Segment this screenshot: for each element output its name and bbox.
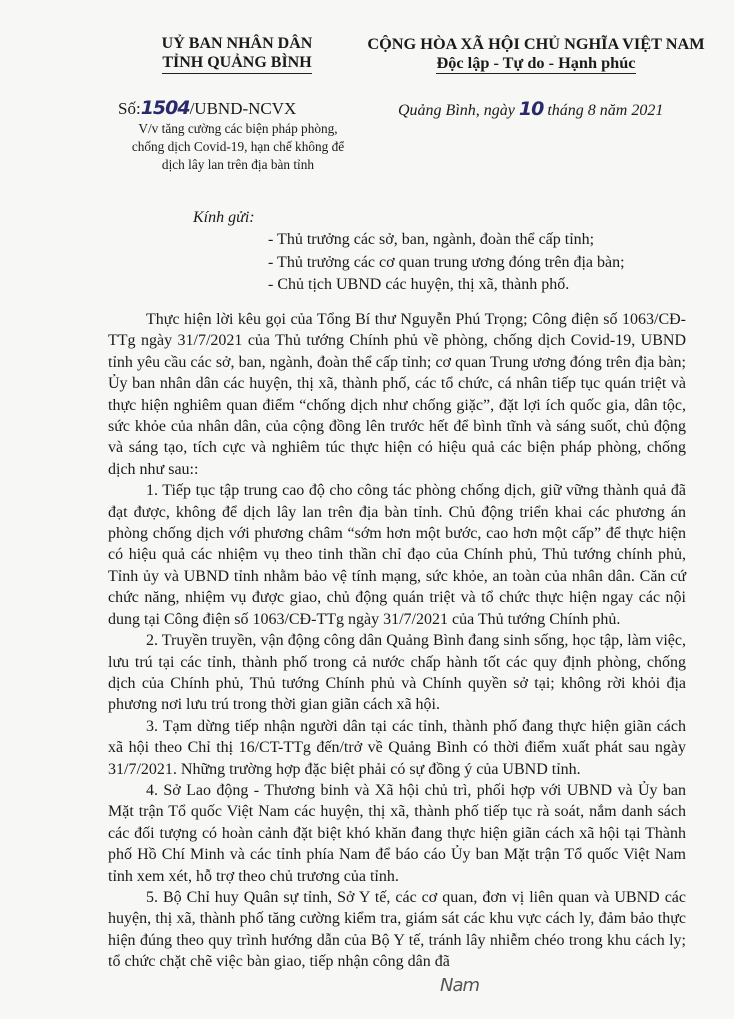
nation-line-1: CỘNG HÒA XÃ HỘI CHỦ NGHĨA VIỆT NAM [367, 34, 705, 53]
doc-number-handwritten: 1504 [140, 97, 190, 119]
body-paragraph: 4. Sở Lao động - Thương binh và Xã hội chủ trì, phối hợp với UBND và Ủy ban Mặt trận Tổ quốc Việt Nam các huyện, thị xã, thành phố tiếp tục rà soát, nắm danh sách các đối tượng có hoàn cảnh đặt biệt khó khăn đang thực hiện giãn cách xã hội tại Thành phố Hồ Chí Minh và các tỉnh phía Nam để báo cáo Ủy ban Mặt trận Tổ quốc Việt Nam tỉnh xem xét, hỗ trợ theo chủ trương của tỉnh. [108, 781, 686, 885]
subject-line: chống dịch Covid-19, hạn chế không để [131, 139, 345, 154]
date-day-handwritten: 10 [518, 98, 544, 120]
recipient-item: - Chủ tịch UBND các huyện, thị xã, thành phố. [268, 276, 570, 293]
date-suffix: tháng 8 năm 2021 [547, 102, 664, 119]
recipient-item: - Thủ trưởng các cơ quan trung ương đóng trên địa bàn; [268, 253, 625, 271]
recipient-list [268, 229, 625, 297]
date-line [398, 98, 663, 120]
subject-line: V/v tăng cường các biện pháp phòng, [138, 121, 338, 136]
document-body [108, 309, 686, 973]
date-prefix: Quảng Bình, ngày [398, 102, 515, 119]
body-paragraph: 5. Bộ Chỉ huy Quân sự tỉnh, Sở Y tế, các cơ quan, đơn vị liên quan và UBND các huyện, thị xã, thành phố tăng cường kiểm tra, giám sát các khu vực cách ly, đảm bảo thực hiện đúng theo quy trình hướng dẫn của Bộ Y tế, tránh lây nhiễm chéo trong khu cách ly; tổ chức chặt chẽ việc bàn giao, tiếp nhận công dân đã [108, 888, 686, 971]
greeting: Kính gửi: [193, 209, 255, 226]
subject-line: dịch lây lan trên địa bàn tỉnh [161, 157, 315, 172]
issuing-authority [118, 34, 356, 74]
body-paragraph: 1. Tiếp tục tập trung cao độ cho công tác phòng chống dịch, giữ vững thành quả đã đạt được, không để dịch lây lan trên địa bàn tỉnh. Chủ động triển khai các phương án phòng chống dịch với phương châm “sớm hơn một bước, cao hơn một cấp” để thực hiện có hiệu quả các nhiệm vụ theo tinh thần chỉ đạo của Chính phủ, Thủ tướng chính phủ, Tỉnh ủy và UBND tỉnh nhằm bảo vệ tính mạng, sức khỏe, an toàn của nhân dân. Căn cứ chức năng, nhiệm vụ được giao, chủ động quán triệt và tổ chức thực hiện ngay các nội dung tại Công điện số 1063/CĐ-TTg ngày 31/7/2021 của Thủ tướng Chính phủ. [108, 482, 686, 628]
national-motto [346, 34, 726, 74]
doc-number-suffix: /UBND-NCVX [189, 99, 297, 118]
nation-line-2: Độc lập - Tự do - Hạnh phúc [436, 53, 636, 72]
recipient-item: - Thủ trưởng các sở, ban, ngành, đoàn thể cấp tỉnh; [268, 231, 595, 248]
handwritten-signature-mark: Nam [440, 975, 480, 996]
doc-number-prefix: Số: [118, 99, 141, 118]
body-paragraph: 2. Truyền truyền, vận động công dân Quảng Bình đang sinh sống, học tập, làm việc, lưu trú tại các tỉnh, thành phố trong cả nước chấp hành tốt các quy định phòng, chống dịch của Chính phủ, Thủ tướng Chính phủ và Chính quyền sở tại; không rời khỏi địa phương nơi lưu trú trong thời gian giãn cách xã hội. [108, 632, 686, 714]
org-line-2: TỈNH QUẢNG BÌNH [162, 53, 311, 74]
document-number [118, 97, 296, 119]
body-paragraph: Thực hiện lời kêu gọi của Tổng Bí thư Nguyễn Phú Trọng; Công điện số 1063/CĐ-TTg ngày 31/7/2021 của Thủ tướng Chính phủ về phòng, chống dịch Covid-19, UBND tỉnh yêu cầu các sở, ban, ngành, đoàn thể cấp tỉnh; cơ quan Trung ương đóng trên địa bàn; Ủy ban nhân dân các huyện, thị xã, thành phố, các tổ chức, cá nhân tiếp tục quán triệt và thực hiện nghiêm quan điểm “chống dịch như chống giặc”, đặt lợi ích quốc gia, dân tộc, sức khỏe của nhân dân, của cộng đồng lên trước hết để bình tĩnh và sáng suốt, chủ động và sáng tạo, tích cực và nghiêm túc thực hiện có hiệu quả các biện pháp phòng, chống dịch như sau:: [108, 311, 686, 478]
document-subject [108, 120, 368, 174]
org-line-1: UỶ BAN NHÂN DÂN [161, 35, 313, 52]
body-paragraph: 3. Tạm dừng tiếp nhận người dân tại các tỉnh, thành phố đang thực hiện giãn cách xã hội theo Chỉ thị 16/CT-TTg đến/trở về Quảng Bình có thời điểm xuất phát sau ngày 31/7/2021. Những trường hợp đặc biệt phải có sự đồng ý của UBND tỉnh. [108, 717, 686, 778]
